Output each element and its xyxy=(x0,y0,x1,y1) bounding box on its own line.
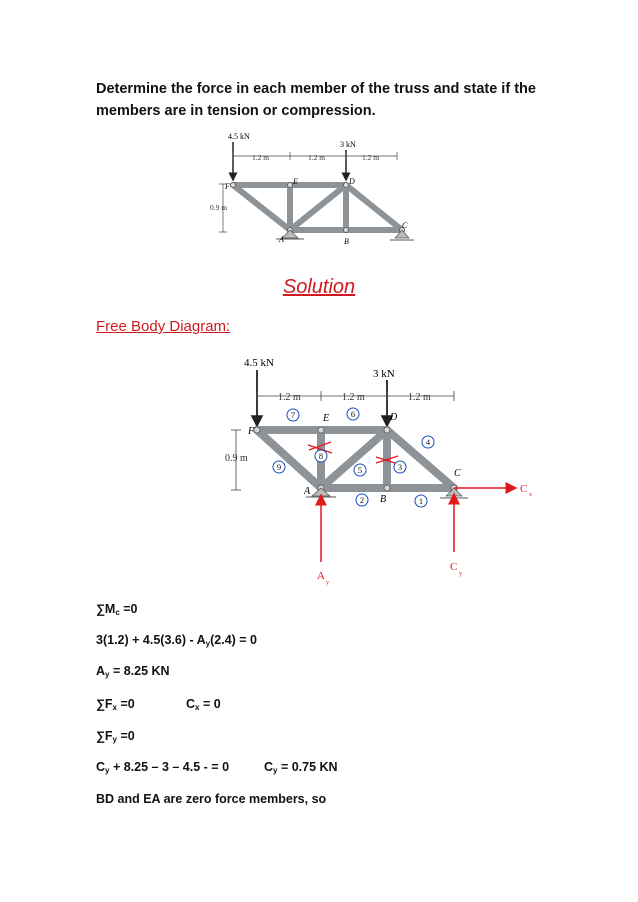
member-4: 4 xyxy=(425,437,431,447)
eq-ay-result: $A_y = 8.25$ KN xyxy=(96,664,170,679)
reaction-ay-label: A xyxy=(317,570,325,582)
member-6: 6 xyxy=(350,409,356,419)
fbd-dim-1: 1.2 m xyxy=(278,392,301,403)
fbd-dim-3: 1.2 m xyxy=(408,392,431,403)
member-3: 3 xyxy=(397,462,403,472)
eq-moment-values: $3(1.2) + 4.5(3.6) - A_y(2.4) = 0$ xyxy=(96,633,258,648)
eq-sum-moment-c: $\sum M_c =0$ xyxy=(96,602,138,617)
dim-3: 1.2 m xyxy=(362,153,380,162)
problem-statement: Determine the force in each member of the truss and state if the members are in tension or compression. xyxy=(96,81,536,119)
member-2: 2 xyxy=(359,495,365,505)
fbd-figure xyxy=(200,350,550,590)
dim-2: 1.2 m xyxy=(308,153,326,162)
joint-d: D xyxy=(349,177,355,186)
joint-b: B xyxy=(344,237,349,246)
load-right-label: 3 kN xyxy=(340,140,356,149)
member-1: 1 xyxy=(418,496,424,506)
reaction-cy-sub: y xyxy=(459,571,462,577)
dim-1: 1.2 m xyxy=(252,153,270,162)
joint-c: C xyxy=(402,221,408,230)
joint-a: A xyxy=(279,235,284,244)
fbd-joint-d: D xyxy=(390,412,398,423)
eq-cy-result: $C_y = 0.75$ KN xyxy=(264,760,338,775)
fbd-dim-2: 1.2 m xyxy=(342,392,365,403)
joint-e: E xyxy=(293,177,298,186)
fbd-joint-e: E xyxy=(323,413,330,424)
zero-force-statement: BD and EA are zero force members, so xyxy=(96,792,327,806)
truss-figure xyxy=(190,130,430,260)
member-7: 7 xyxy=(290,410,296,420)
member-5: 5 xyxy=(357,465,363,475)
fbd-load-right-label: 3 kN xyxy=(373,368,395,380)
reaction-ay-sub: y xyxy=(326,580,329,586)
eq-fy-values: $C_y + 8.25 - 3 - 4.5$ - = 0 xyxy=(96,760,230,775)
fbd-heading: Free Body Diagram: xyxy=(96,318,231,335)
eq-cx-result: $C_x = 0$ xyxy=(186,697,221,712)
reaction-cx-sub: x xyxy=(529,492,532,498)
fbd-joint-a: A xyxy=(304,486,311,497)
member-9: 9 xyxy=(276,462,282,472)
reaction-cx-label: C xyxy=(520,483,528,495)
eq-sum-fx: $\sum F_x =0$ xyxy=(96,697,135,712)
fbd-dim-height: 0.9 m xyxy=(225,453,248,464)
eq-sum-fy: $\sum F_y =0$ xyxy=(96,729,135,744)
load-left-label: 4.5 kN xyxy=(228,132,250,141)
fbd-joint-c: C xyxy=(454,468,461,479)
member-8: 8 xyxy=(318,451,324,461)
fbd-load-left-label: 4.5 kN xyxy=(244,357,274,369)
dim-height: 0.9 m xyxy=(210,203,228,212)
reaction-cy-label: C xyxy=(450,561,458,573)
fbd-joint-b: B xyxy=(380,494,387,505)
joint-f: F xyxy=(225,182,230,191)
fbd-joint-f: F xyxy=(248,426,255,437)
solution-heading: Solution xyxy=(282,276,356,298)
